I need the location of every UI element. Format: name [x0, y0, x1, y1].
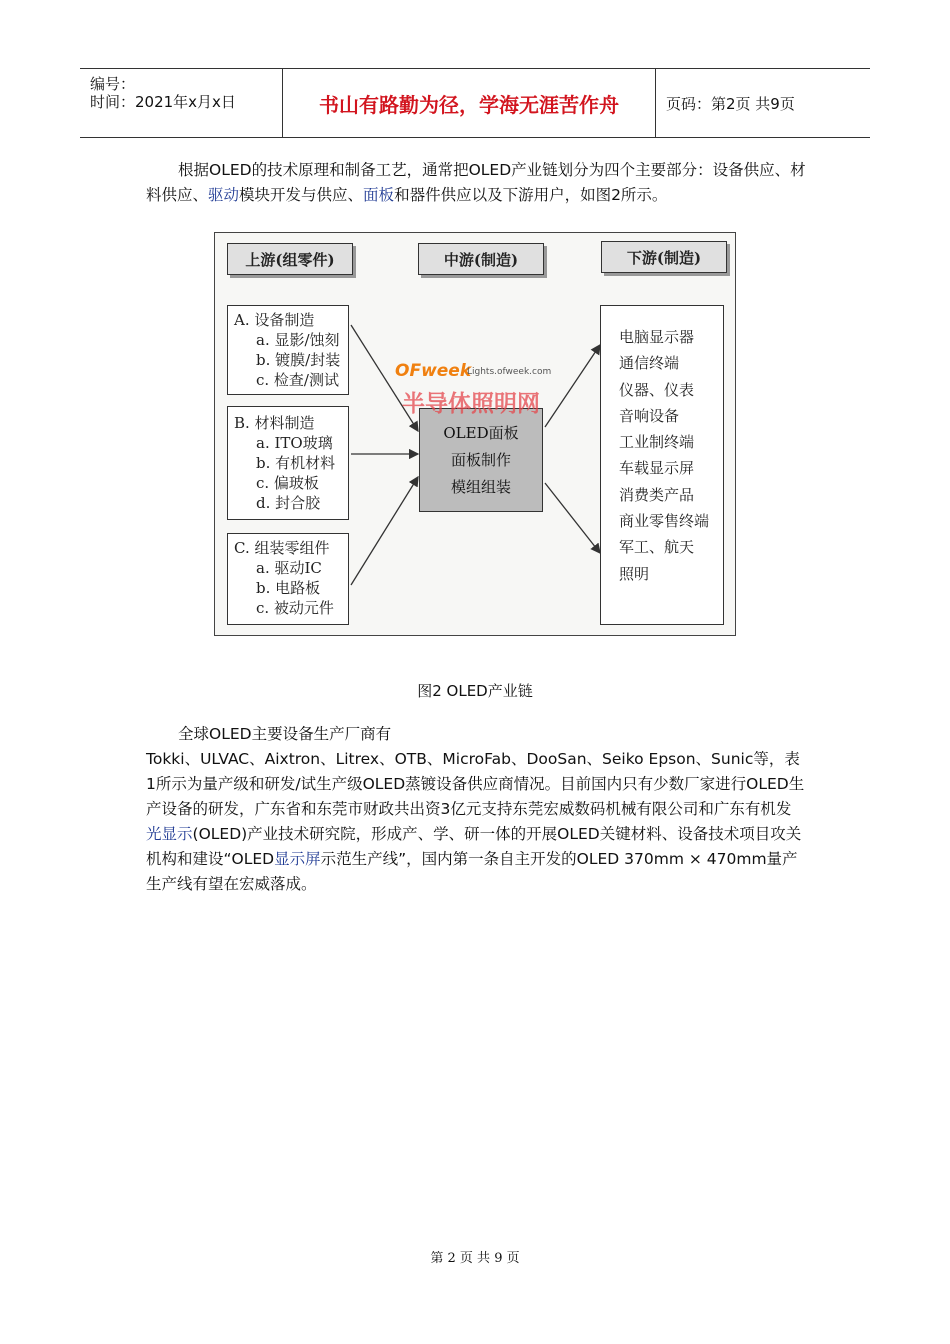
arrow-c-to-center [351, 477, 418, 585]
downstream-item: 音响设备 [619, 406, 680, 425]
page-header [80, 68, 870, 138]
downstream-item: 电脑显示器 [619, 328, 695, 346]
box-c-title: C. 组装零组件 [234, 539, 330, 557]
oled-industry-chain-figure [214, 232, 736, 636]
box-b-title: B. 材料制造 [234, 414, 315, 432]
paragraph-text: Tokki、ULVAC、Aixtron、Litrex、OTB、MicroFab、DooSan、Seiko Epson、Sunic等，表1所示为量产级和研发/试生产级OLED蒸镀设备供应商情况。目前国内只有少数厂家进行OLED生产设备的研发，广东省和东莞市财政共出资3亿元支持东莞宏威数码机械有限公司和广东有机发 [146, 750, 805, 818]
box-equipment-manufacturing [227, 305, 349, 395]
midstream-title: 中游(制造) [418, 243, 544, 275]
arrow-center-to-downstream-bottom [545, 483, 600, 553]
watermark-text: 半导体照明网 [402, 391, 540, 417]
header-motto: 书山有路勤为径，学海无涯苦作舟 [283, 69, 656, 137]
downstream-item: 通信终端 [619, 354, 680, 373]
box-c-item: c. 被动元件 [256, 599, 334, 617]
box-a-title: A. 设备制造 [234, 311, 315, 329]
downstream-list-box [600, 305, 724, 625]
link-panel[interactable]: 面板 [363, 186, 395, 204]
paragraph-text: 和器件供应以及下游用户，如图2所示。 [394, 186, 668, 204]
downstream-title: 下游(制造) [601, 241, 727, 273]
figure-caption: 图2 OLED产业链 [417, 682, 533, 700]
box-b-item: d. 封合胶 [256, 494, 321, 512]
watermark-site: Lights.ofweek.com [467, 367, 552, 377]
box-a-item: b. 镀膜/封装 [256, 351, 341, 369]
paragraph-text: 模块开发与供应、 [239, 186, 364, 204]
center-line: 模组组装 [450, 478, 511, 496]
downstream-item: 商业零售终端 [619, 512, 710, 531]
downstream-item: 照明 [619, 564, 650, 583]
arrow-center-to-downstream-top [545, 345, 600, 427]
box-c-item: a. 驱动IC [256, 559, 322, 577]
downstream-item: 消费类产品 [619, 485, 695, 504]
paragraph-text: (OLED)产业技术研究院，形成产、学、研一体的开展OLED关键材料、设备技术项目攻关机构和建设“OLED [146, 825, 802, 868]
paragraph-text: 根据OLED的技术原理和制备工艺，通常把OLED产业链划分为四个主要部分：设备供应、材料供应、 [146, 161, 806, 204]
link-light-display[interactable]: 光显示 [146, 825, 193, 843]
box-b-item: a. ITO玻璃 [256, 434, 333, 452]
box-a-item: a. 显影/蚀刻 [256, 331, 340, 349]
box-material-manufacturing [227, 406, 349, 520]
paragraph-equipment [146, 722, 806, 897]
page-footer: 第 2 页 共 9 页 [430, 1251, 520, 1266]
link-display-screen[interactable]: 显示屏 [274, 850, 321, 868]
watermark-logo: OFweek [395, 361, 472, 381]
number-label: 编号： [90, 75, 136, 93]
box-a-item: c. 检查/测试 [256, 371, 339, 389]
header-info-cell [80, 69, 283, 137]
upstream-title: 上游(组零件) [227, 243, 353, 275]
box-c-item: b. 电路板 [256, 579, 321, 597]
downstream-item: 车载显示屏 [619, 459, 695, 478]
box-b-item: c. 偏玻板 [256, 474, 319, 492]
link-driver[interactable]: 驱动 [208, 186, 240, 204]
box-b-item: b. 有机材料 [256, 454, 336, 472]
paragraph-text: 示范生产线”，国内第一条自主开发的OLED 370mm × 470mm量产生产线有望在宏威落成。 [146, 850, 798, 893]
downstream-item: 军工、航天 [619, 538, 695, 557]
box-assembly-components [227, 533, 349, 625]
downstream-item: 工业制终端 [619, 433, 695, 452]
paragraph-intro [146, 158, 806, 208]
downstream-item: 仪器、仪表 [619, 380, 695, 399]
paragraph-first-line: 全球OLED主要设备生产厂商有 [178, 725, 392, 743]
date-label: 时间：2021年x月x日 [90, 93, 236, 111]
center-oled-panel-box [419, 408, 543, 512]
center-line: 面板制作 [450, 451, 511, 469]
center-line: OLED面板 [443, 424, 519, 442]
header-page-label: 页码：第2页 共9页 [666, 94, 795, 113]
